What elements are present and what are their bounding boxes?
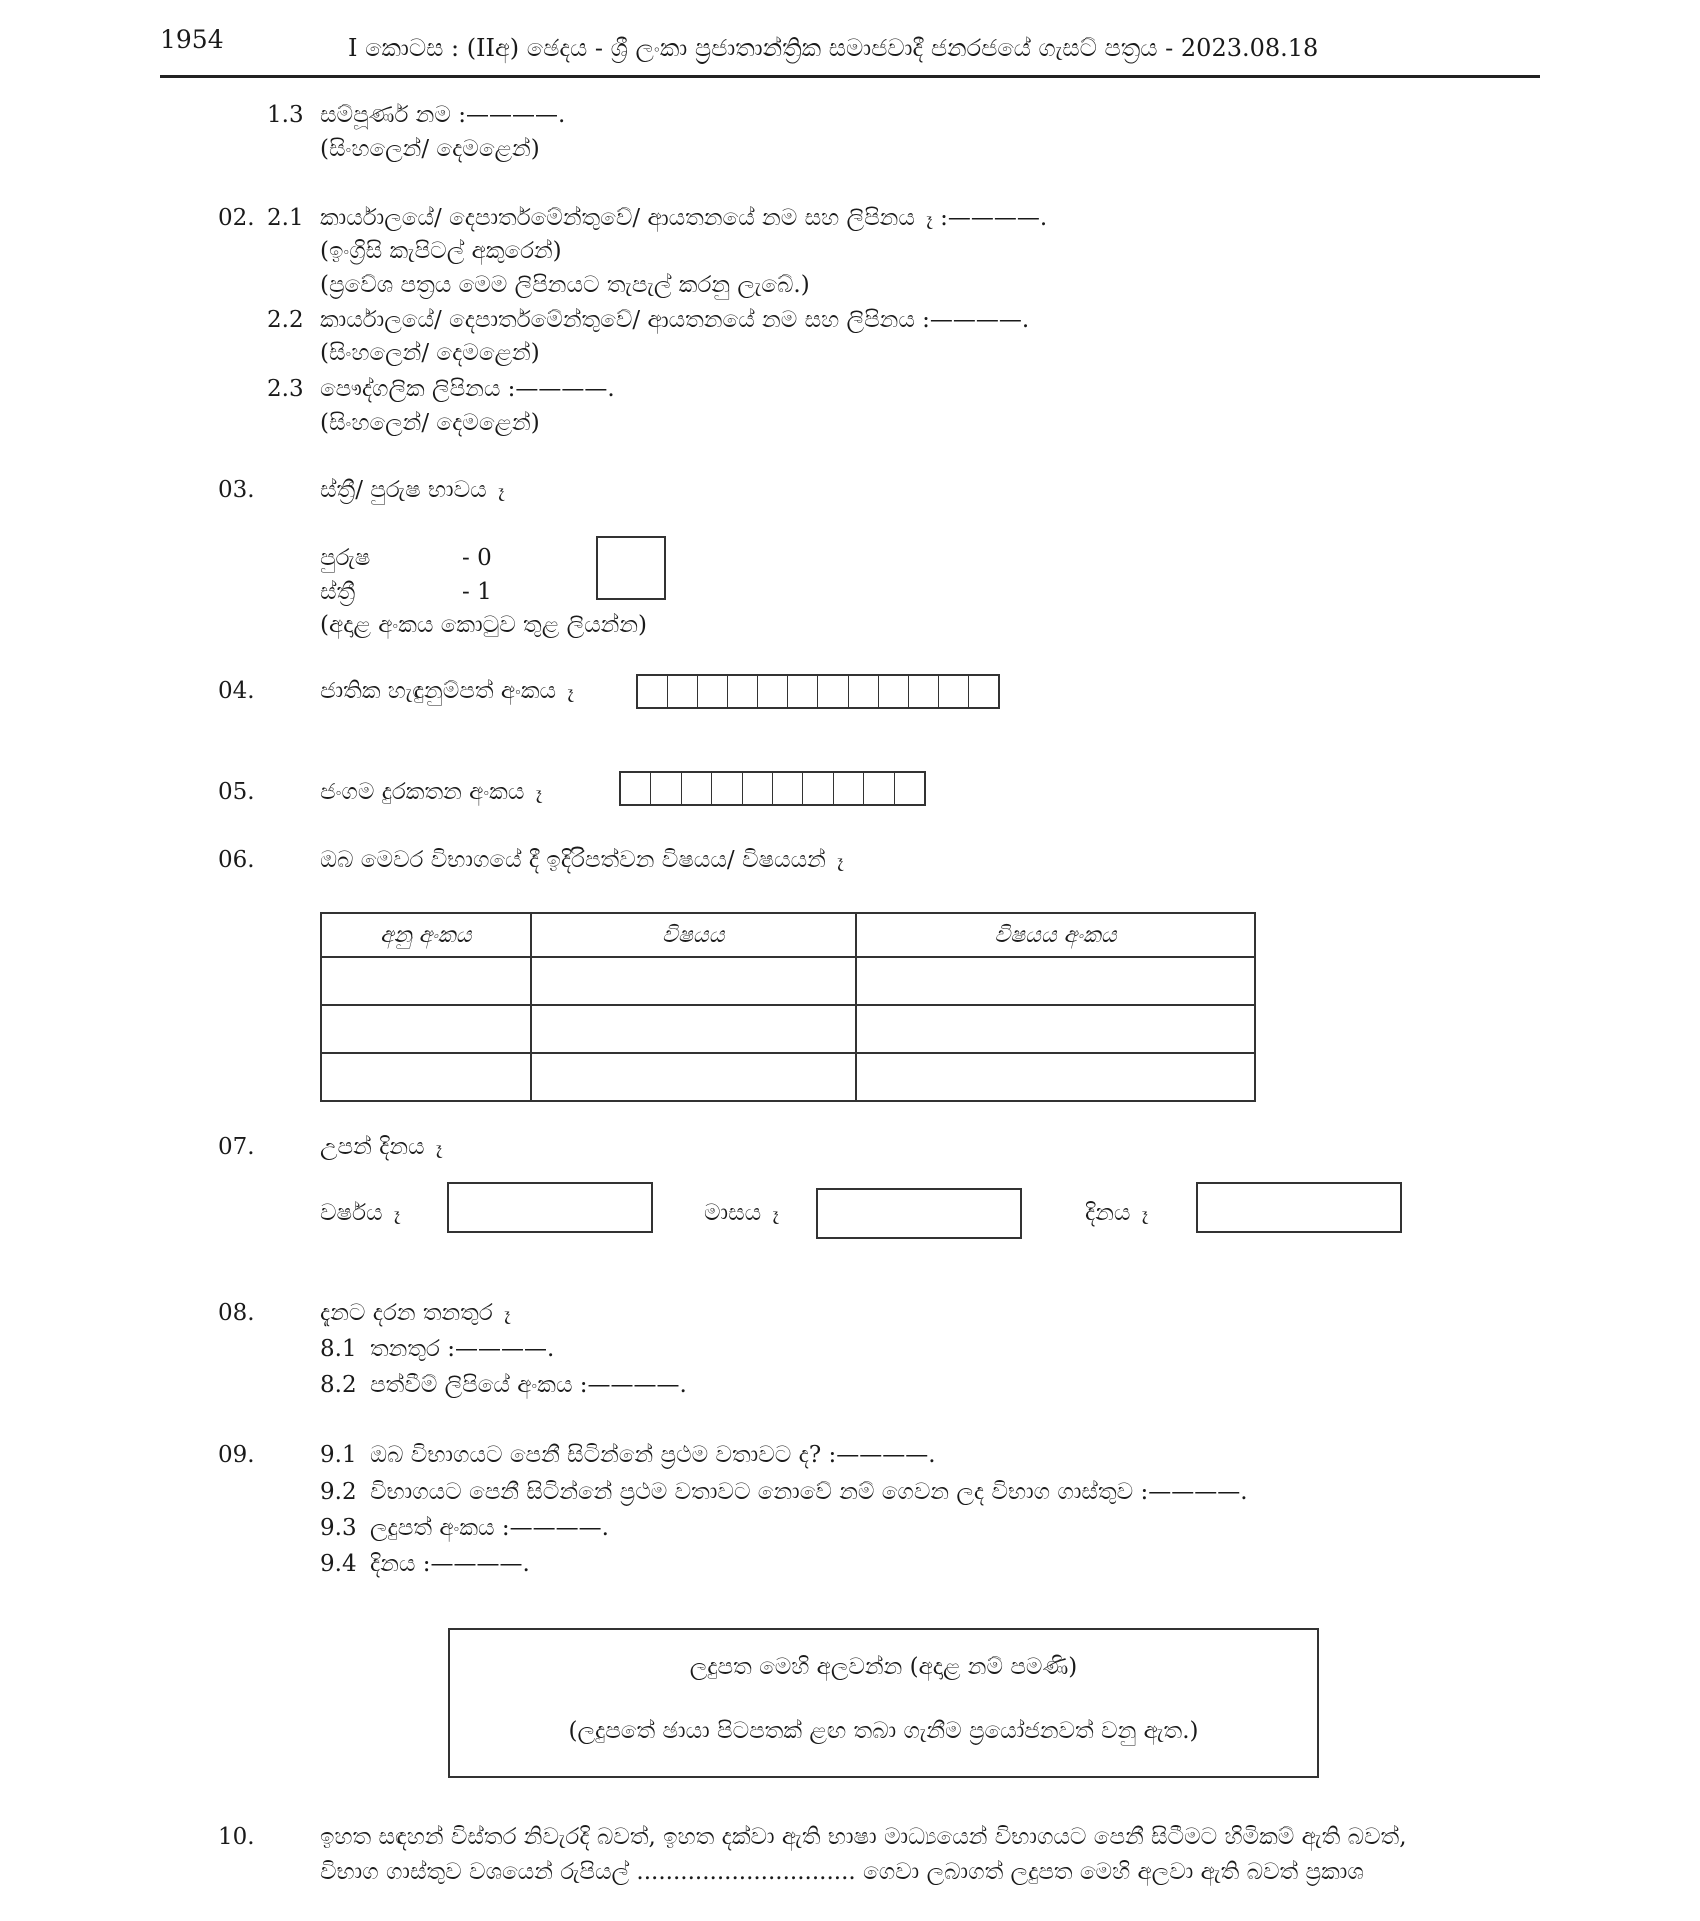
language-note: (සිංහලෙන්/ දෙමළෙන්) — [320, 340, 540, 366]
section-number-06: 06. — [218, 847, 255, 873]
nic-digit-box[interactable] — [698, 676, 728, 707]
table-row — [321, 1005, 1255, 1053]
language-note: (සිංහලෙන්/ දෙමළෙන්) — [320, 136, 540, 162]
item-number-9-2: 9.2 — [320, 1479, 357, 1505]
nic-digit-box[interactable] — [758, 676, 788, 707]
mobile-number-boxes[interactable] — [619, 771, 926, 806]
mobile-digit-box[interactable] — [864, 773, 894, 804]
subject-number-cell[interactable] — [856, 1005, 1255, 1053]
page-number: 1954 — [160, 25, 224, 54]
subjects-label: ඔබ මෙවර විභාගයේ දී ඉදිරිපත්වන විෂයය/ විෂයයන් ෑ — [320, 847, 844, 873]
section-number-04: 04. — [218, 678, 255, 704]
full-name-label: සම්පූර්ණ නම :————. — [320, 102, 566, 128]
item-number-2-3: 2.3 — [267, 376, 304, 402]
item-number-8-1: 8.1 — [320, 1336, 357, 1362]
item-number-9-4: 9.4 — [320, 1551, 357, 1577]
mobile-digit-box[interactable] — [743, 773, 773, 804]
exam-fee-label: විභාගයට පෙනී සිටින්නේ ප්‍රථම වතාවට නොවේ නම් ගෙවන ලද විභාග ගාස්තුව :————. — [370, 1479, 1248, 1505]
nic-digit-box[interactable] — [668, 676, 698, 707]
nic-digit-box[interactable] — [818, 676, 848, 707]
mobile-digit-box[interactable] — [712, 773, 742, 804]
column-header-serial-number: අනු අංකය — [321, 913, 531, 957]
gender-label: ස්ත්‍රී/ පුරුෂ භාවය ෑ — [320, 477, 505, 503]
section-number-05: 05. — [218, 779, 255, 805]
subject-cell[interactable] — [531, 1053, 856, 1101]
serial-number-cell[interactable] — [321, 957, 531, 1005]
nic-number-boxes[interactable] — [636, 674, 1000, 709]
item-number-1-3: 1.3 — [267, 102, 304, 128]
subject-number-cell[interactable] — [856, 957, 1255, 1005]
section-number-10: 10. — [218, 1824, 255, 1850]
first-attempt-label: ඔබ විභාගයට පෙනී සිටින්නේ ප්‍රථම වතාවට ද? :————. — [370, 1442, 936, 1468]
section-number-07: 07. — [218, 1134, 255, 1160]
declaration-line-1: ඉහත සඳහන් විස්තර නිවැරදි බවත්, ඉහත දක්වා ඇති භාෂා මාධ්‍යයෙන් විභාගයට පෙනී සිටීමට හිමිකම් ඇති බවත්, — [320, 1824, 1407, 1850]
gender-male-code: - 0 — [462, 545, 492, 571]
birth-year-label: වර්ෂය ෑ — [320, 1200, 401, 1226]
gender-female-code: - 1 — [462, 579, 492, 605]
subject-cell[interactable] — [531, 957, 856, 1005]
mobile-digit-box[interactable] — [621, 773, 651, 804]
section-number-02: 02. — [218, 205, 255, 231]
item-number-9-3: 9.3 — [320, 1515, 357, 1541]
mobile-digit-box[interactable] — [773, 773, 803, 804]
mobile-digit-box[interactable] — [803, 773, 833, 804]
column-header-subject-number: විෂයය අංකය — [856, 913, 1255, 957]
column-header-subject: විෂයය — [531, 913, 856, 957]
nic-digit-box[interactable] — [638, 676, 668, 707]
subject-number-cell[interactable] — [856, 1053, 1255, 1101]
gender-female-label: ස්ත්‍රී — [320, 579, 356, 605]
mobile-digit-box[interactable] — [895, 773, 924, 804]
post-label: තනතුර :————. — [370, 1336, 555, 1362]
table-row — [321, 1053, 1255, 1101]
serial-number-cell[interactable] — [321, 1053, 531, 1101]
admission-card-note: (ප්‍රවේශ පත්‍රය මෙම ලිපිනයට තැපැල් කරනු ලැබේ.) — [320, 272, 810, 298]
gender-instruction: (අදාළ අංකය කොටුව තුළ ලියන්න) — [320, 612, 647, 638]
nic-digit-box[interactable] — [969, 676, 998, 707]
section-number-09: 09. — [218, 1442, 255, 1468]
mobile-digit-box[interactable] — [651, 773, 681, 804]
nic-digit-box[interactable] — [728, 676, 758, 707]
declaration-line-2: විභාග ගාස්තුව වශයෙන් රුපියල් .............................. ගෙවා ලබාගත් ලදුපත මෙහි අලවා ඇති බවත් ප්‍රකාශ — [320, 1859, 1364, 1885]
birth-year-box[interactable] — [447, 1182, 653, 1233]
mobile-digit-box[interactable] — [834, 773, 864, 804]
header-rule — [160, 75, 1540, 78]
subjects-table — [320, 912, 1256, 1102]
language-note: (සිංහලෙන්/ දෙමළෙන්) — [320, 410, 540, 436]
section-number-08: 08. — [218, 1300, 255, 1326]
nic-digit-box[interactable] — [939, 676, 969, 707]
mobile-number-label: ජංගම දුරකතන අංකය ෑ — [320, 779, 543, 805]
receipt-box-note: (ලදුපතේ ඡායා පිටපතක් ළඟ තබා ගැනීම ප්‍රයෝජනවත් වනු ඇත.) — [568, 1718, 1199, 1744]
item-number-2-1: 2.1 — [267, 205, 304, 231]
office-address-english-label: කාර්යාලයේ/ දෙපාර්තමේන්තුවේ/ ආයතනයේ නම සහ ලිපිනය ෑ :————. — [320, 205, 1048, 231]
receipt-paste-box — [448, 1628, 1319, 1778]
personal-address-label: පෞද්ගලික ලිපිනය :————. — [320, 376, 615, 402]
payment-date-label: දිනය :————. — [370, 1551, 530, 1577]
item-number-2-2: 2.2 — [267, 307, 304, 333]
section-number-03: 03. — [218, 477, 255, 503]
birth-day-label: දිනය ෑ — [1085, 1200, 1149, 1226]
serial-number-cell[interactable] — [321, 1005, 531, 1053]
nic-digit-box[interactable] — [849, 676, 879, 707]
subject-cell[interactable] — [531, 1005, 856, 1053]
appointment-letter-number-label: පත්වීම් ලිපියේ අංකය :————. — [370, 1372, 687, 1398]
birth-month-label: මාසය ෑ — [704, 1200, 780, 1226]
nic-number-label: ජාතික හැඳුනුම්පත් අංකය ෑ — [320, 678, 574, 704]
gender-code-box[interactable] — [596, 536, 666, 600]
nic-digit-box[interactable] — [788, 676, 818, 707]
birth-month-box[interactable] — [816, 1188, 1022, 1239]
nic-digit-box[interactable] — [909, 676, 939, 707]
current-post-label: දැනට දරන තනතුර ෑ — [320, 1300, 511, 1326]
table-row — [321, 957, 1255, 1005]
nic-digit-box[interactable] — [879, 676, 909, 707]
english-capitals-note: (ඉංග්‍රිසි කැපිටල් අකුරෙන්) — [320, 238, 562, 264]
item-number-8-2: 8.2 — [320, 1372, 357, 1398]
item-number-9-1: 9.1 — [320, 1442, 357, 1468]
receipt-box-instruction: ලදුපත මෙහි අලවන්න (අදාළ නම් පමණි) — [689, 1654, 1078, 1680]
birth-day-box[interactable] — [1196, 1182, 1402, 1233]
gazette-header-title: I කොටස : (IIඅ) ඡෙදය - ශ්‍රී ලංකා ප්‍රජාතාන්ත්‍රික සමාජවාදී ජනරජයේ ගැසට් පත්‍රය - 2023.08.18 — [348, 34, 1319, 62]
date-of-birth-label: උපන් දිනය ෑ — [320, 1134, 443, 1160]
office-address-sinhala-label: කාර්යාලයේ/ දෙපාර්තමේන්තුවේ/ ආයතනයේ නම සහ ලිපිනය :————. — [320, 307, 1030, 333]
gender-male-label: පුරුෂ — [320, 545, 371, 571]
mobile-digit-box[interactable] — [682, 773, 712, 804]
receipt-number-label: ලදුපත් අංකය :————. — [370, 1515, 609, 1541]
